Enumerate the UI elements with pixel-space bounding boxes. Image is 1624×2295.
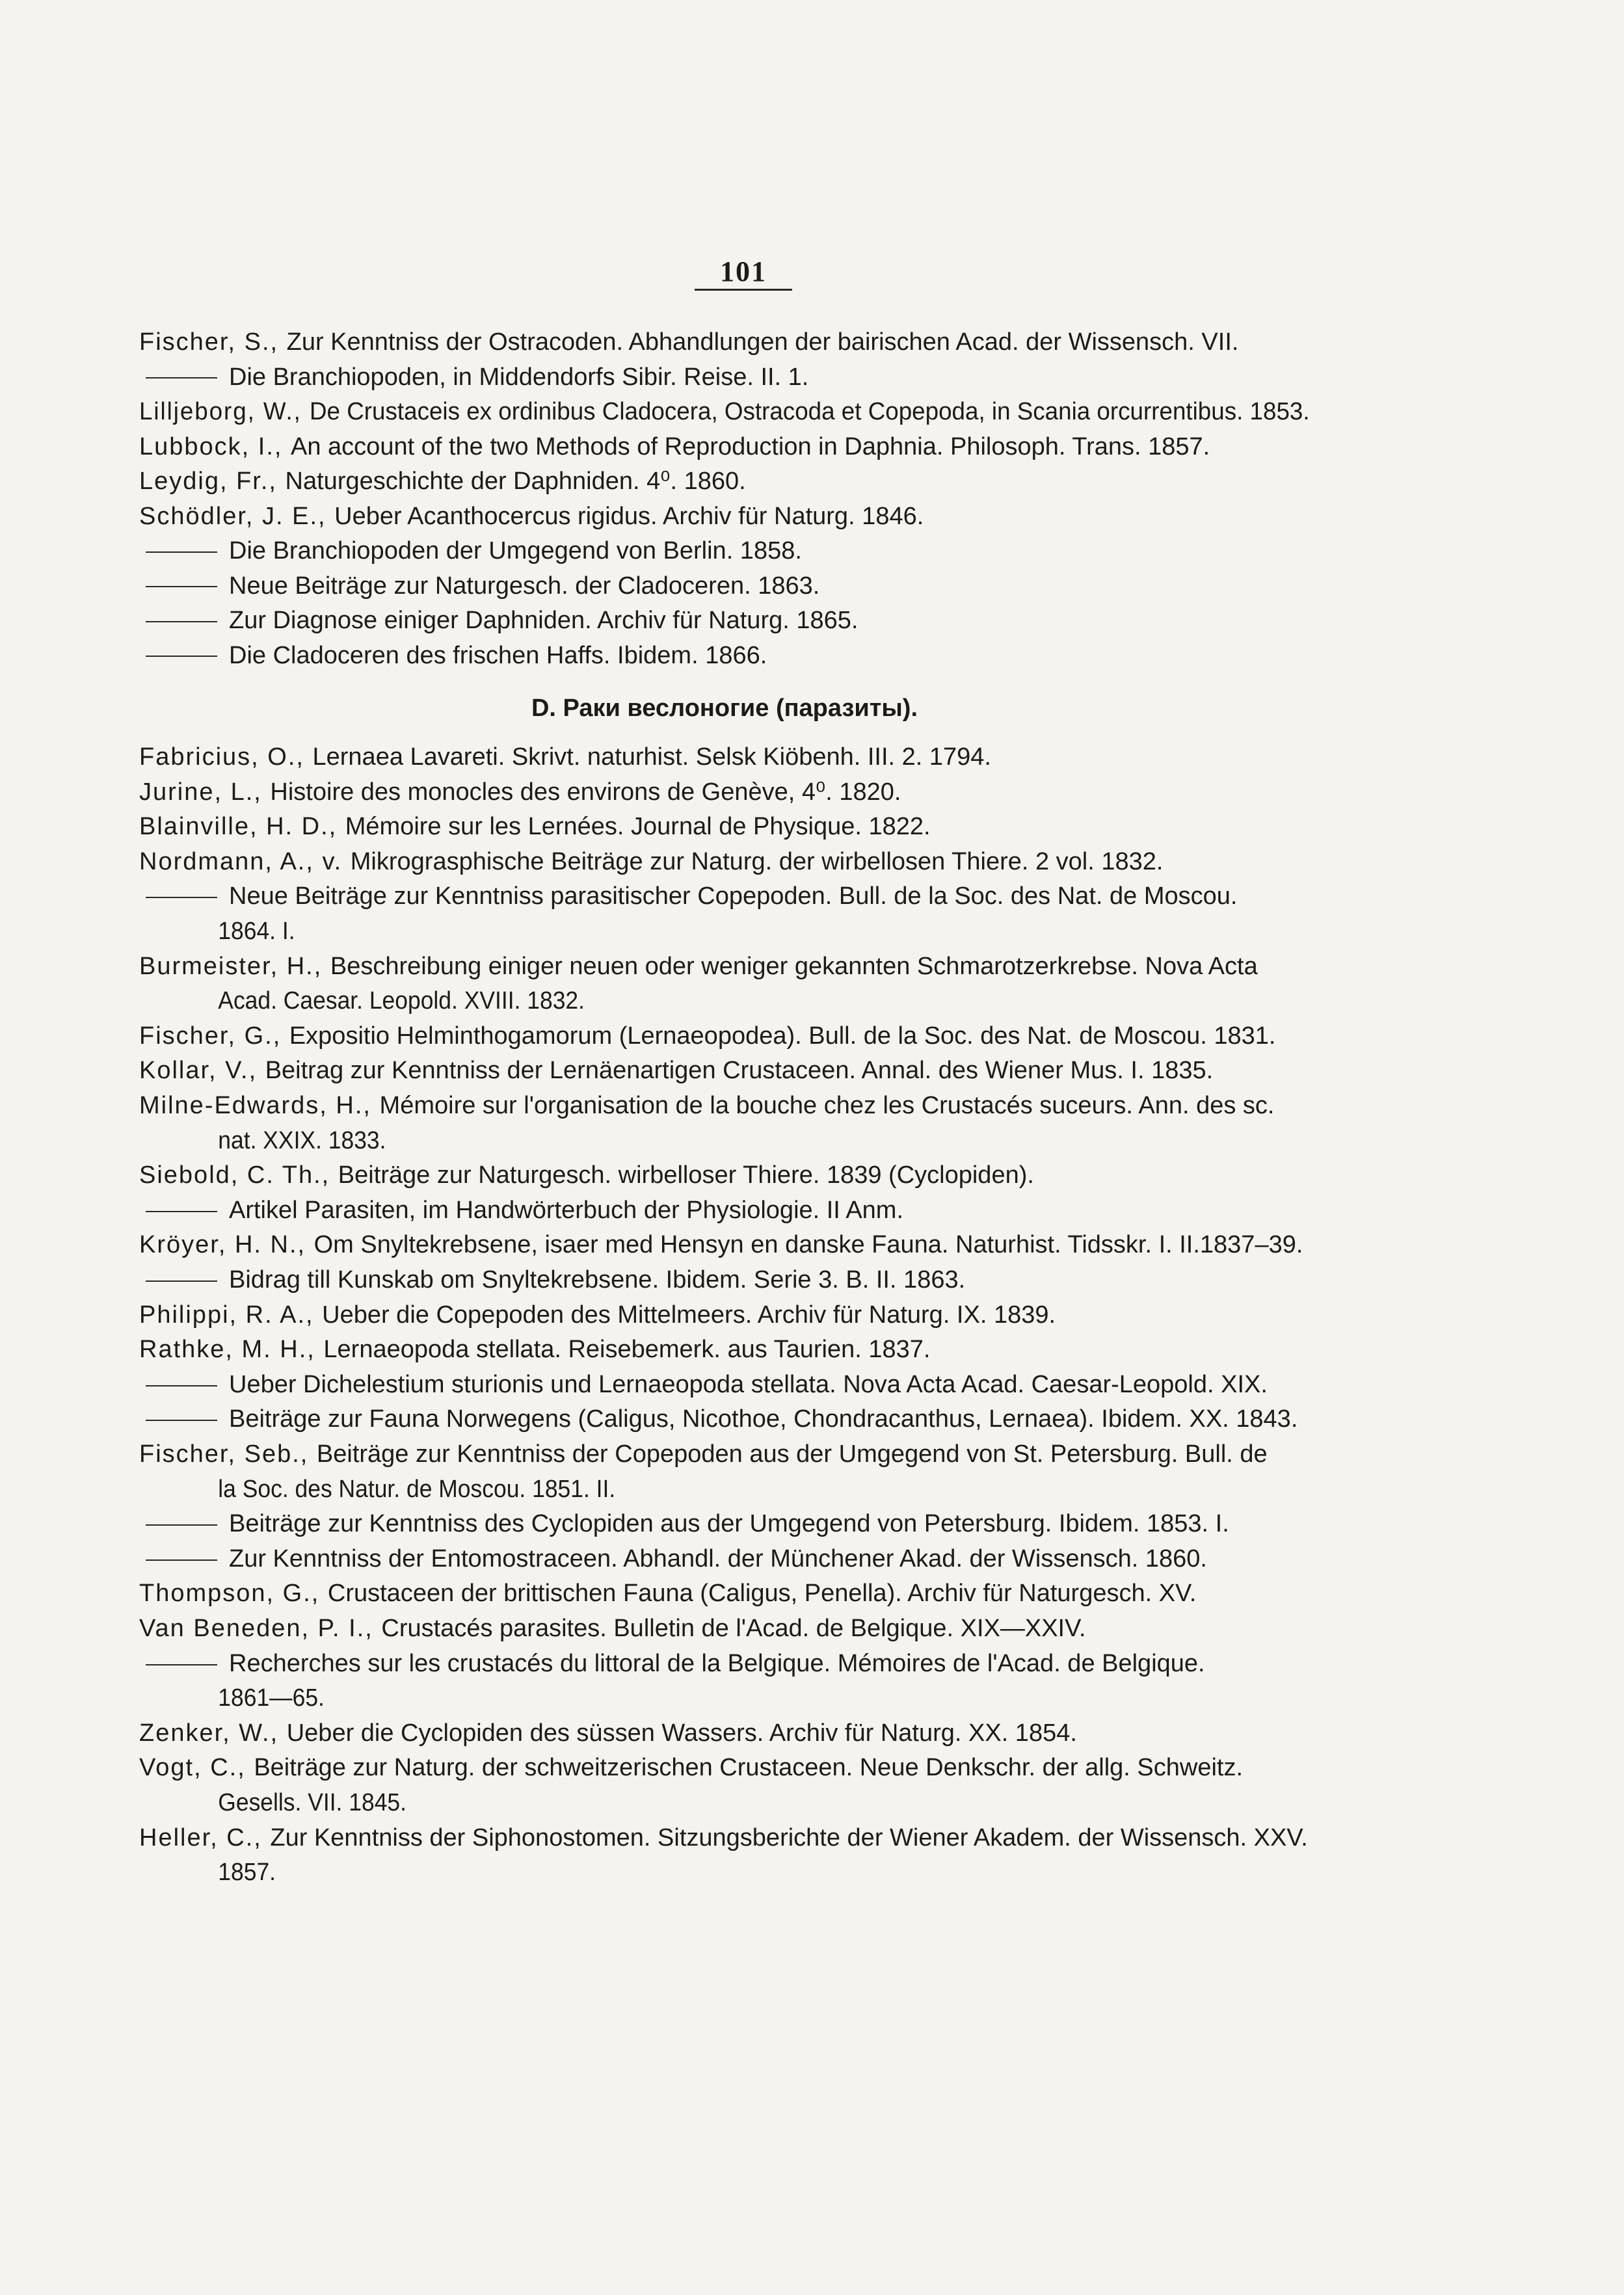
bibliography-entry (139, 1542, 1310, 1576)
bibliography-entry (139, 1193, 1310, 1227)
entry-text: Naturgeschichte der Daphniden. 4⁰. 1860. (285, 468, 746, 495)
bibliography-entry (139, 395, 1310, 429)
ditto-dash (146, 551, 217, 553)
entry-text: Mikrograsphische Beiträge zur Naturg. der wirbellosen Thiere. 2 vol. 1832. (350, 847, 1164, 875)
bibliography-entry (139, 1576, 1310, 1610)
bibliography-entry (139, 464, 1310, 498)
bibliography-entry (139, 810, 1310, 843)
entry-continuation: Acad. Caesar. Leopold. XVIII. 1832. (218, 987, 585, 1015)
entry-text: Ueber die Cyclopiden des süssen Wassers. Archiv für Naturg. XX. 1854. (286, 1719, 1077, 1747)
bibliography-entry (139, 845, 1310, 879)
bibliography-entry (139, 569, 1310, 603)
entry-text: Ueber Acanthocercus rigidus. Archiv für Naturg. 1846. (334, 502, 924, 530)
entry-author: Van Beneden, P. I., (139, 1615, 382, 1642)
entry-author: Schödler, J. E., (139, 502, 335, 530)
entry-author: Lilljeborg, W., (139, 398, 310, 425)
entry-text: Zur Kenntniss der Ostracoden. Abhandlungen der bairischen Acad. der Wissensch. VII. (286, 328, 1239, 356)
entry-text: Ueber die Copepoden des Mittelmeers. Archiv für Naturg. IX. 1839. (322, 1301, 1056, 1329)
entry-text: Artikel Parasiten, im Handwörterbuch der Physiologie. II Anm. (229, 1196, 904, 1224)
bibliography-entry (139, 1333, 1310, 1366)
entry-author: Burmeister, H., (139, 952, 330, 980)
entry-text: Beiträge zur Kenntniss des Cyclopiden aus der Umgegend von Petersburg. Ibidem. 1853. I. (229, 1510, 1229, 1538)
ditto-dash (146, 586, 217, 587)
entry-text: An account of the two Methods of Reproduction in Daphnia. Philosoph. Trans. 1857. (291, 432, 1210, 460)
entry-author: Leydig, Fr., (139, 468, 286, 495)
ditto-dash (146, 377, 217, 378)
entry-author: Kröyer, H. N., (139, 1231, 314, 1259)
bibliography-entry (139, 1368, 1310, 1401)
entry-continuation: 1861—65. (218, 1684, 325, 1712)
ditto-dash (146, 1385, 217, 1386)
entry-author: Fabricius, O., (139, 743, 313, 771)
entry-text: Recherches sur les crustacés du littoral de la Belgique. Mémoires de l'Acad. de Belgique. (229, 1649, 1205, 1677)
bibliography-entry (139, 499, 1310, 533)
bibliography-entry (139, 1612, 1310, 1645)
ditto-dash (146, 1280, 217, 1282)
ditto-dash (146, 1664, 217, 1665)
entry-author: Heller, C., (139, 1824, 271, 1851)
ditto-dash (146, 1211, 217, 1212)
bibliography-entry (139, 1298, 1310, 1332)
ditto-dash (146, 897, 217, 898)
entry-author: Rathke, M. H., (139, 1336, 324, 1364)
bibliography-entry (139, 1647, 1310, 1680)
entry-author: Fischer, Seb., (139, 1440, 317, 1468)
bibliography-entry (139, 1821, 1310, 1855)
bibliography-entry (139, 360, 1310, 394)
bibliography-entry (139, 1507, 1310, 1541)
bibliography-entry (139, 1402, 1310, 1436)
entry-continuation: 1857. (218, 1859, 276, 1887)
entry-author: Vogt, C., (139, 1754, 254, 1782)
entry-continuation: Gesells. VII. 1845. (218, 1789, 406, 1816)
entry-continuation: 1864. I. (218, 918, 295, 945)
entry-author: Thompson, G., (139, 1580, 328, 1608)
entry-author: Kollar, V., (139, 1057, 265, 1085)
entry-author: Philippi, R. A., (139, 1301, 323, 1329)
entry-author: Nordmann, A., v. (139, 847, 351, 875)
entry-text: Beitrag zur Kenntniss der Lernäenartigen Crustaceen. Annal. des Wiener Mus. I. 1835. (265, 1057, 1214, 1085)
bibliography-entry (139, 1089, 1310, 1122)
entry-text: Beiträge zur Naturgesch. wirbelloser Thiere. 1839 (Cyclopiden). (338, 1161, 1034, 1189)
bibliography-entry (139, 879, 1310, 913)
ditto-dash (146, 621, 217, 622)
entry-text: Die Branchiopoden der Umgegend von Berlin. 1858. (229, 537, 802, 564)
entry-continuation: la Soc. des Natur. de Moscou. 1851. II. (218, 1475, 616, 1503)
entry-text: Histoire des monocles des environs de Genève, 4⁰. 1820. (270, 778, 901, 806)
section-heading: D. Раки веслоногие (паразиты). (531, 695, 918, 722)
entry-text: Die Cladoceren des frischen Haffs. Ibidem. 1866. (229, 641, 767, 669)
entry-text: De Crustaceis ex ordinibus Cladocera, Ostracoda et Copepoda, in Scania orcurrentibus. 1853. (309, 398, 1310, 425)
entry-text: Beiträge zur Kenntniss der Copepoden aus der Umgegend von St. Petersburg. Bull. de (316, 1440, 1268, 1468)
entry-author: Jurine, L., (139, 778, 271, 806)
entry-text: Neue Beiträge zur Kenntniss parasitischer Copepoden. Bull. de la Soc. des Nat. de Moscou. (229, 882, 1238, 910)
bibliography-entry (139, 1437, 1310, 1471)
entry-author: Blainville, H. D., (139, 813, 345, 841)
ditto-dash (146, 1559, 217, 1561)
bibliography-entry (139, 1228, 1310, 1262)
entry-text: Ueber Dichelestium sturionis und Lernaeopoda stellata. Nova Acta Acad. Caesar-Leopold. XIX. (229, 1370, 1268, 1398)
bibliography-entry (139, 1716, 1310, 1750)
bibliography-entry (139, 325, 1310, 359)
entry-author: Siebold, C. Th., (139, 1161, 338, 1189)
bibliography-entry (139, 430, 1310, 464)
entry-text: Om Snyltekrebsene, isaer med Hensyn en danske Fauna. Naturhist. Tidsskr. I. II.1837–39. (313, 1231, 1303, 1259)
entry-text: Lernaea Lavareti. Skrivt. naturhist. Selsk Kiöbenh. III. 2. 1794. (312, 743, 991, 771)
bibliography-entry (139, 604, 1310, 637)
entry-text: Zur Kenntniss der Siphonostomen. Sitzungsberichte der Wiener Akadem. der Wissensch. XXV. (270, 1824, 1308, 1851)
entry-text: Mémoire sur l'organisation de la bouche chez les Crustacés suceurs. Ann. des sc. (379, 1092, 1275, 1119)
ditto-dash (146, 1524, 217, 1526)
entry-author: Milne-Edwards, H., (139, 1092, 380, 1119)
bibliography-entry (139, 775, 1310, 809)
entry-text: Beiträge zur Fauna Norwegens (Caligus, Nicothoe, Chondracanthus, Lernaea). Ibidem. XX. 1843. (229, 1405, 1298, 1433)
bibliography-entry (139, 639, 1310, 672)
entry-text: Crustacés parasites. Bulletin de l'Acad. de Belgique. XIX—XXIV. (381, 1615, 1086, 1642)
bibliography-entry (139, 740, 1310, 774)
page-number-rule (695, 289, 792, 291)
ditto-dash (146, 1420, 217, 1421)
entry-text: Mémoire sur les Lernées. Journal de Physique. 1822. (345, 813, 931, 841)
bibliography-entry (139, 1158, 1310, 1192)
bibliography-entry (139, 949, 1310, 983)
entry-author: Zenker, W., (139, 1719, 287, 1747)
entry-text: Lernaeopoda stellata. Reisebemerk. aus Taurien. 1837. (323, 1336, 931, 1364)
entry-text: Bidrag till Kunskab om Snyltekrebsene. Ibidem. Serie 3. B. II. 1863. (229, 1266, 966, 1293)
page-number: 101 (720, 256, 767, 287)
entry-text: Die Branchiopoden, in Middendorfs Sibir. Reise. II. 1. (229, 363, 809, 391)
bibliography-entry (139, 1263, 1310, 1297)
entry-continuation: nat. XXIX. 1833. (218, 1126, 386, 1154)
entry-text: Beiträge zur Naturg. der schweitzerischen Crustaceen. Neue Denkschr. der allg. Schweitz. (254, 1754, 1244, 1782)
entry-text: Zur Diagnose einiger Daphniden. Archiv für Naturg. 1865. (229, 607, 859, 634)
bibliography-entry (139, 1019, 1310, 1053)
entry-author: Lubbock, I., (139, 432, 291, 460)
entry-text: Beschreibung einiger neuen oder weniger gekannten Schmarotzerkrebse. Nova Acta (330, 952, 1258, 980)
entry-text: Crustaceen der brittischen Fauna (Caligus, Penella). Archiv für Naturgesch. XV. (327, 1580, 1197, 1608)
entry-author: Fischer, S., (139, 328, 287, 356)
entry-text: Neue Beiträge zur Naturgesch. der Cladoceren. 1863. (229, 572, 820, 600)
bibliography-entry (139, 1054, 1310, 1087)
bibliography-entry (139, 1751, 1310, 1784)
ditto-dash (146, 656, 217, 657)
entry-author: Fischer, G., (139, 1022, 289, 1050)
bibliography-entry (139, 534, 1310, 568)
entry-text: Expositio Helminthogamorum (Lernaeopodea). Bull. de la Soc. des Nat. de Moscou. 1831. (289, 1022, 1276, 1050)
entry-text: Zur Kenntniss der Entomostraceen. Abhandl. der Münchener Akad. der Wissensch. 1860. (229, 1545, 1207, 1572)
